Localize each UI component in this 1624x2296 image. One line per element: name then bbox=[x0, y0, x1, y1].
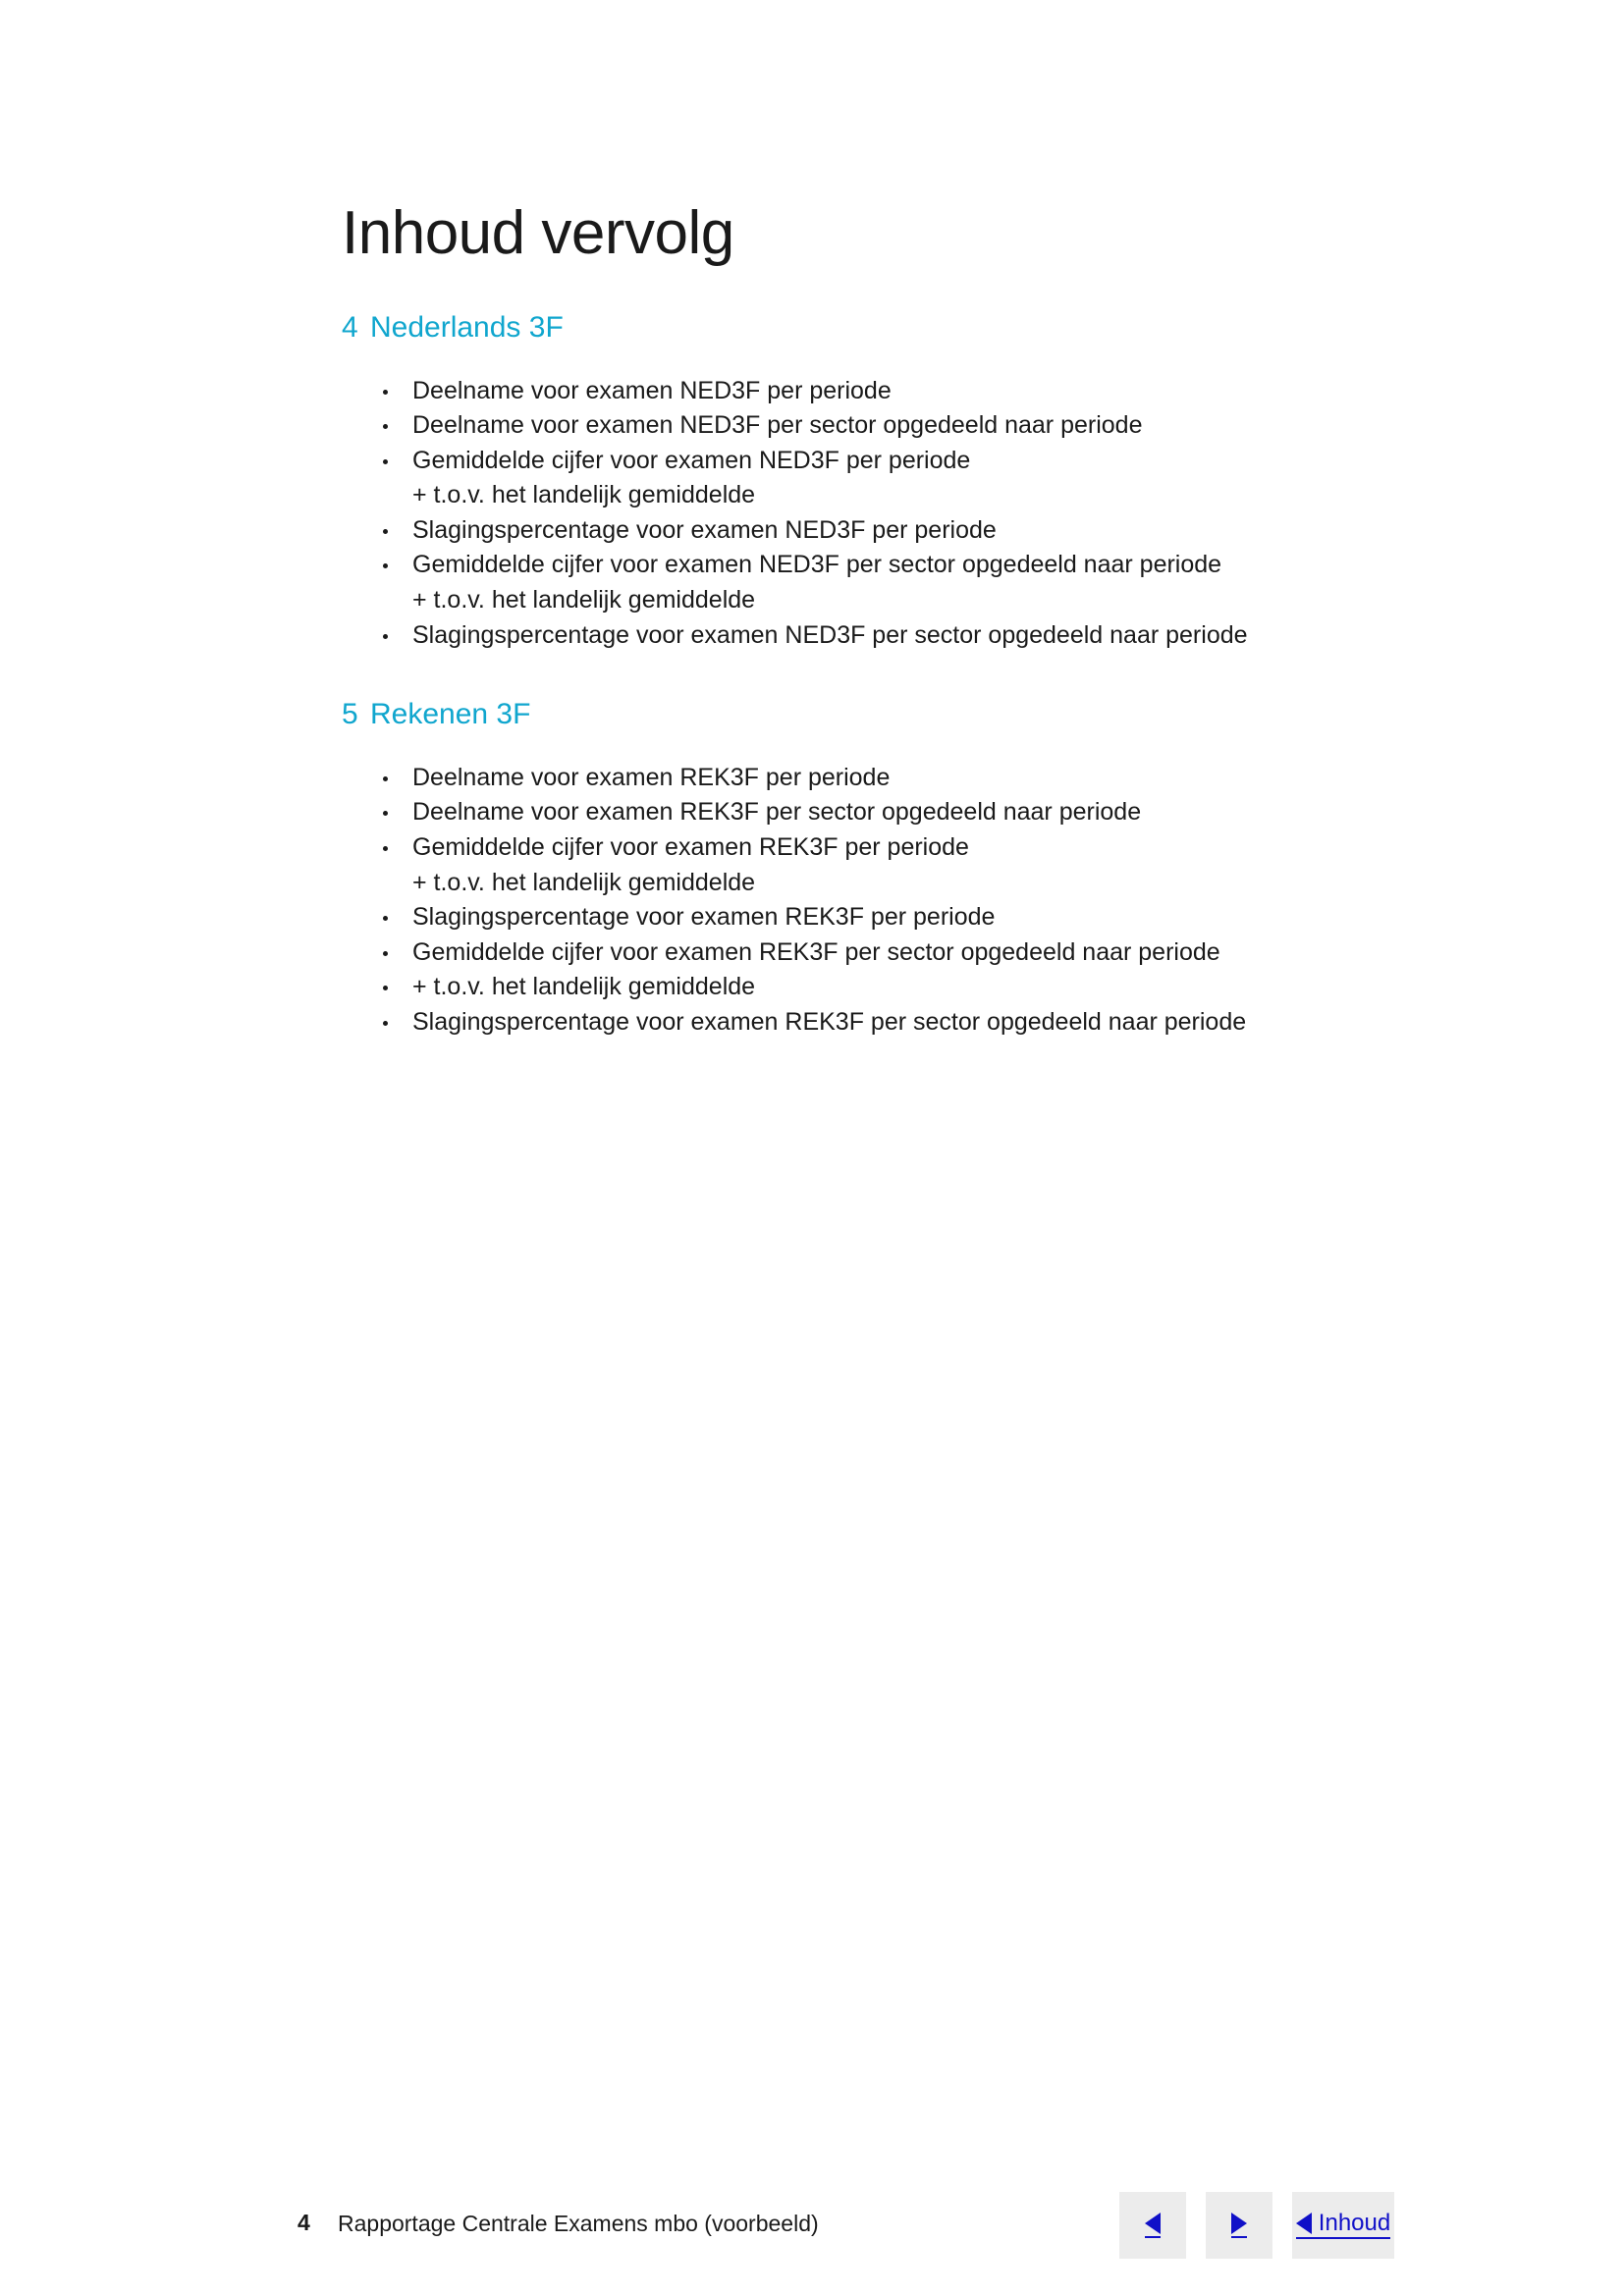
next-page-button-inner bbox=[1231, 2213, 1247, 2238]
contents-body bbox=[342, 309, 1422, 1041]
triangle-left-icon bbox=[1296, 2213, 1312, 2234]
list-item: Deelname voor examen NED3F per periode bbox=[342, 374, 1422, 409]
section-heading bbox=[342, 309, 1422, 347]
list-item: Deelname voor examen REK3F per sector opgedeeld naar periode bbox=[342, 795, 1422, 830]
next-page-button[interactable] bbox=[1206, 2192, 1272, 2259]
list-item: Slagingspercentage voor examen REK3F per periode bbox=[342, 900, 1422, 935]
footer-page-number: 4 bbox=[298, 2210, 310, 2235]
previous-page-button-inner bbox=[1145, 2213, 1161, 2238]
list-item: Deelname voor examen NED3F per sector opgedeeld naar periode bbox=[342, 408, 1422, 444]
contents-button-label: Inhoud bbox=[1318, 2210, 1391, 2236]
list-item: Gemiddelde cijfer voor examen NED3F per periode bbox=[342, 444, 1422, 479]
list-item: + t.o.v. het landelijk gemiddelde bbox=[412, 868, 756, 896]
list-item: + t.o.v. het landelijk gemiddelde bbox=[342, 970, 1422, 1005]
page-footer bbox=[0, 2192, 1624, 2261]
section-item-list bbox=[342, 374, 1422, 654]
footer-navigation bbox=[1119, 2192, 1394, 2259]
list-item: + t.o.v. het landelijk gemiddelde bbox=[412, 586, 756, 614]
section bbox=[342, 696, 1422, 1040]
section-title: Nederlands 3F bbox=[370, 311, 564, 344]
triangle-left-icon bbox=[1145, 2213, 1161, 2234]
section-heading bbox=[342, 696, 1422, 733]
sections-container bbox=[342, 309, 1422, 1041]
section-number: 4 bbox=[342, 311, 358, 344]
section bbox=[342, 309, 1422, 653]
section-number: 5 bbox=[342, 698, 358, 731]
list-item: Slagingspercentage voor examen NED3F per periode bbox=[342, 513, 1422, 549]
section-title: Rekenen 3F bbox=[370, 698, 531, 731]
list-item: Gemiddelde cijfer voor examen REK3F per sector opgedeeld naar periode bbox=[342, 935, 1422, 971]
list-item: Gemiddelde cijfer voor examen REK3F per periode bbox=[342, 830, 1422, 866]
previous-page-button[interactable] bbox=[1119, 2192, 1186, 2259]
list-item: Slagingspercentage voor examen NED3F per sector opgedeeld naar periode bbox=[342, 618, 1422, 654]
contents-button[interactable] bbox=[1292, 2192, 1394, 2259]
triangle-right-icon bbox=[1231, 2213, 1247, 2234]
footer-document-title: Rapportage Centrale Examens mbo (voorbeeld) bbox=[338, 2211, 819, 2236]
contents-button-inner bbox=[1296, 2212, 1390, 2239]
list-item: + t.o.v. het landelijk gemiddelde bbox=[412, 481, 756, 509]
list-item: Deelname voor examen REK3F per periode bbox=[342, 761, 1422, 796]
list-item: Gemiddelde cijfer voor examen NED3F per sector opgedeeld naar periode bbox=[342, 548, 1422, 583]
section-item-list bbox=[342, 761, 1422, 1041]
page-title: Inhoud vervolg bbox=[342, 198, 734, 267]
list-item: Slagingspercentage voor examen REK3F per sector opgedeeld naar periode bbox=[342, 1005, 1422, 1041]
